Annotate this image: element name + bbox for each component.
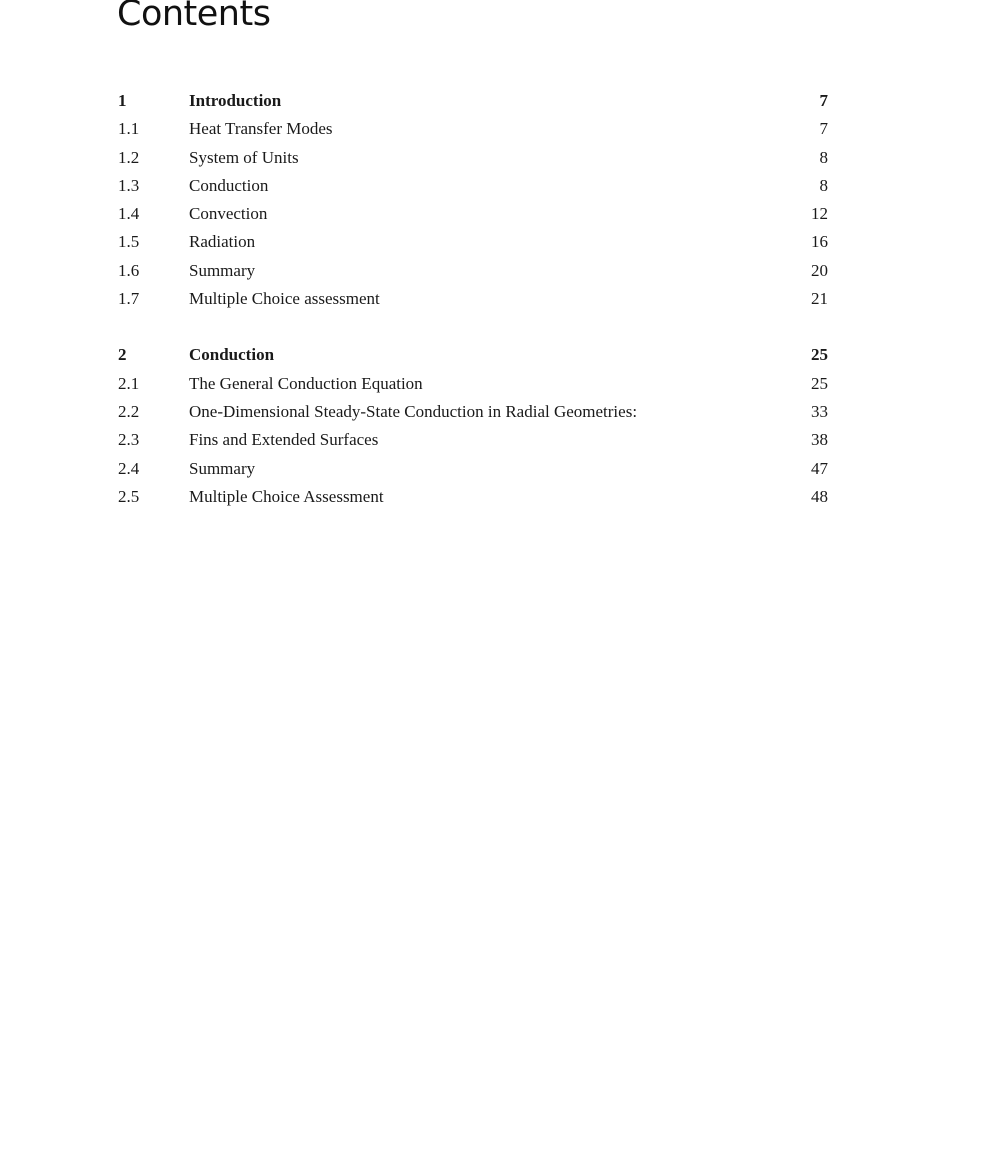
entry-number: 1.6 (118, 260, 140, 280)
entry-title: Heat Transfer Modes (189, 119, 333, 139)
entry-page-number: 16 (811, 232, 828, 252)
entry-title: Radiation (189, 232, 256, 252)
toc-chapter-entry[interactable] (118, 341, 828, 369)
entry-title: Multiple Choice Assessment (189, 486, 384, 506)
entry-number: 1.4 (118, 204, 140, 224)
entry-page-number: 33 (811, 401, 828, 421)
entry-title: Convection (189, 204, 268, 224)
entry-number: 2.2 (118, 401, 140, 421)
entry-page-number: 48 (811, 486, 828, 506)
entry-title: Summary (189, 458, 256, 478)
entry-page-number: 8 (819, 175, 828, 195)
toc-section-entry[interactable] (118, 370, 828, 398)
toc-section-entry[interactable] (118, 172, 828, 200)
table-of-contents (118, 87, 828, 539)
toc-section-entry[interactable] (118, 200, 828, 228)
toc-section-entry[interactable] (118, 455, 828, 483)
entry-number: 1.2 (118, 147, 140, 167)
entry-number: 2.4 (118, 458, 140, 478)
toc-section-entry[interactable] (118, 257, 828, 285)
entry-page-number: 47 (811, 458, 828, 478)
entry-page-number: 25 (811, 345, 828, 365)
toc-section-entry[interactable] (118, 285, 828, 313)
entry-page-number: 38 (811, 430, 828, 450)
page-title: Contents (117, 0, 271, 34)
toc-section-entry[interactable] (118, 115, 828, 143)
chapter-2 (118, 341, 828, 511)
entry-page-number: 7 (819, 119, 828, 139)
entry-title: Multiple Choice assessment (189, 289, 380, 309)
entry-page-number: 8 (819, 147, 828, 167)
entry-number: 1 (118, 91, 127, 110)
entry-title: Fins and Extended Surfaces (189, 430, 379, 450)
toc-section-entry[interactable] (118, 228, 828, 256)
entry-page-number: 7 (819, 91, 828, 110)
entry-page-number: 12 (811, 204, 828, 224)
entry-title: System of Units (189, 147, 299, 167)
entry-number: 2.1 (118, 373, 140, 393)
entry-page-number: 20 (811, 260, 828, 280)
entry-title: Summary (189, 260, 256, 280)
entry-title: The General Conduction Equation (189, 373, 423, 393)
entry-title: One-Dimensional Steady-State Conduction in Radial Geometries: (189, 401, 638, 421)
entry-title: Conduction (189, 175, 269, 195)
toc-section-entry[interactable] (118, 426, 828, 454)
toc-section-entry[interactable] (118, 398, 828, 426)
entry-title: Conduction (189, 345, 275, 365)
entry-number: 2.3 (118, 430, 140, 450)
toc-section-entry[interactable] (118, 483, 828, 511)
entry-number: 1.7 (118, 289, 140, 309)
toc-chapter-entry[interactable] (118, 87, 828, 115)
entry-title: Introduction (189, 91, 282, 110)
entry-page-number: 21 (811, 289, 828, 309)
entry-page-number: 25 (811, 373, 828, 393)
entry-number: 2.5 (118, 486, 140, 506)
chapter-1 (118, 87, 828, 313)
toc-section-entry[interactable] (118, 144, 828, 172)
entry-number: 1.3 (118, 175, 140, 195)
entry-number: 2 (118, 345, 127, 365)
entry-number: 1.5 (118, 232, 140, 252)
entry-number: 1.1 (118, 119, 140, 139)
